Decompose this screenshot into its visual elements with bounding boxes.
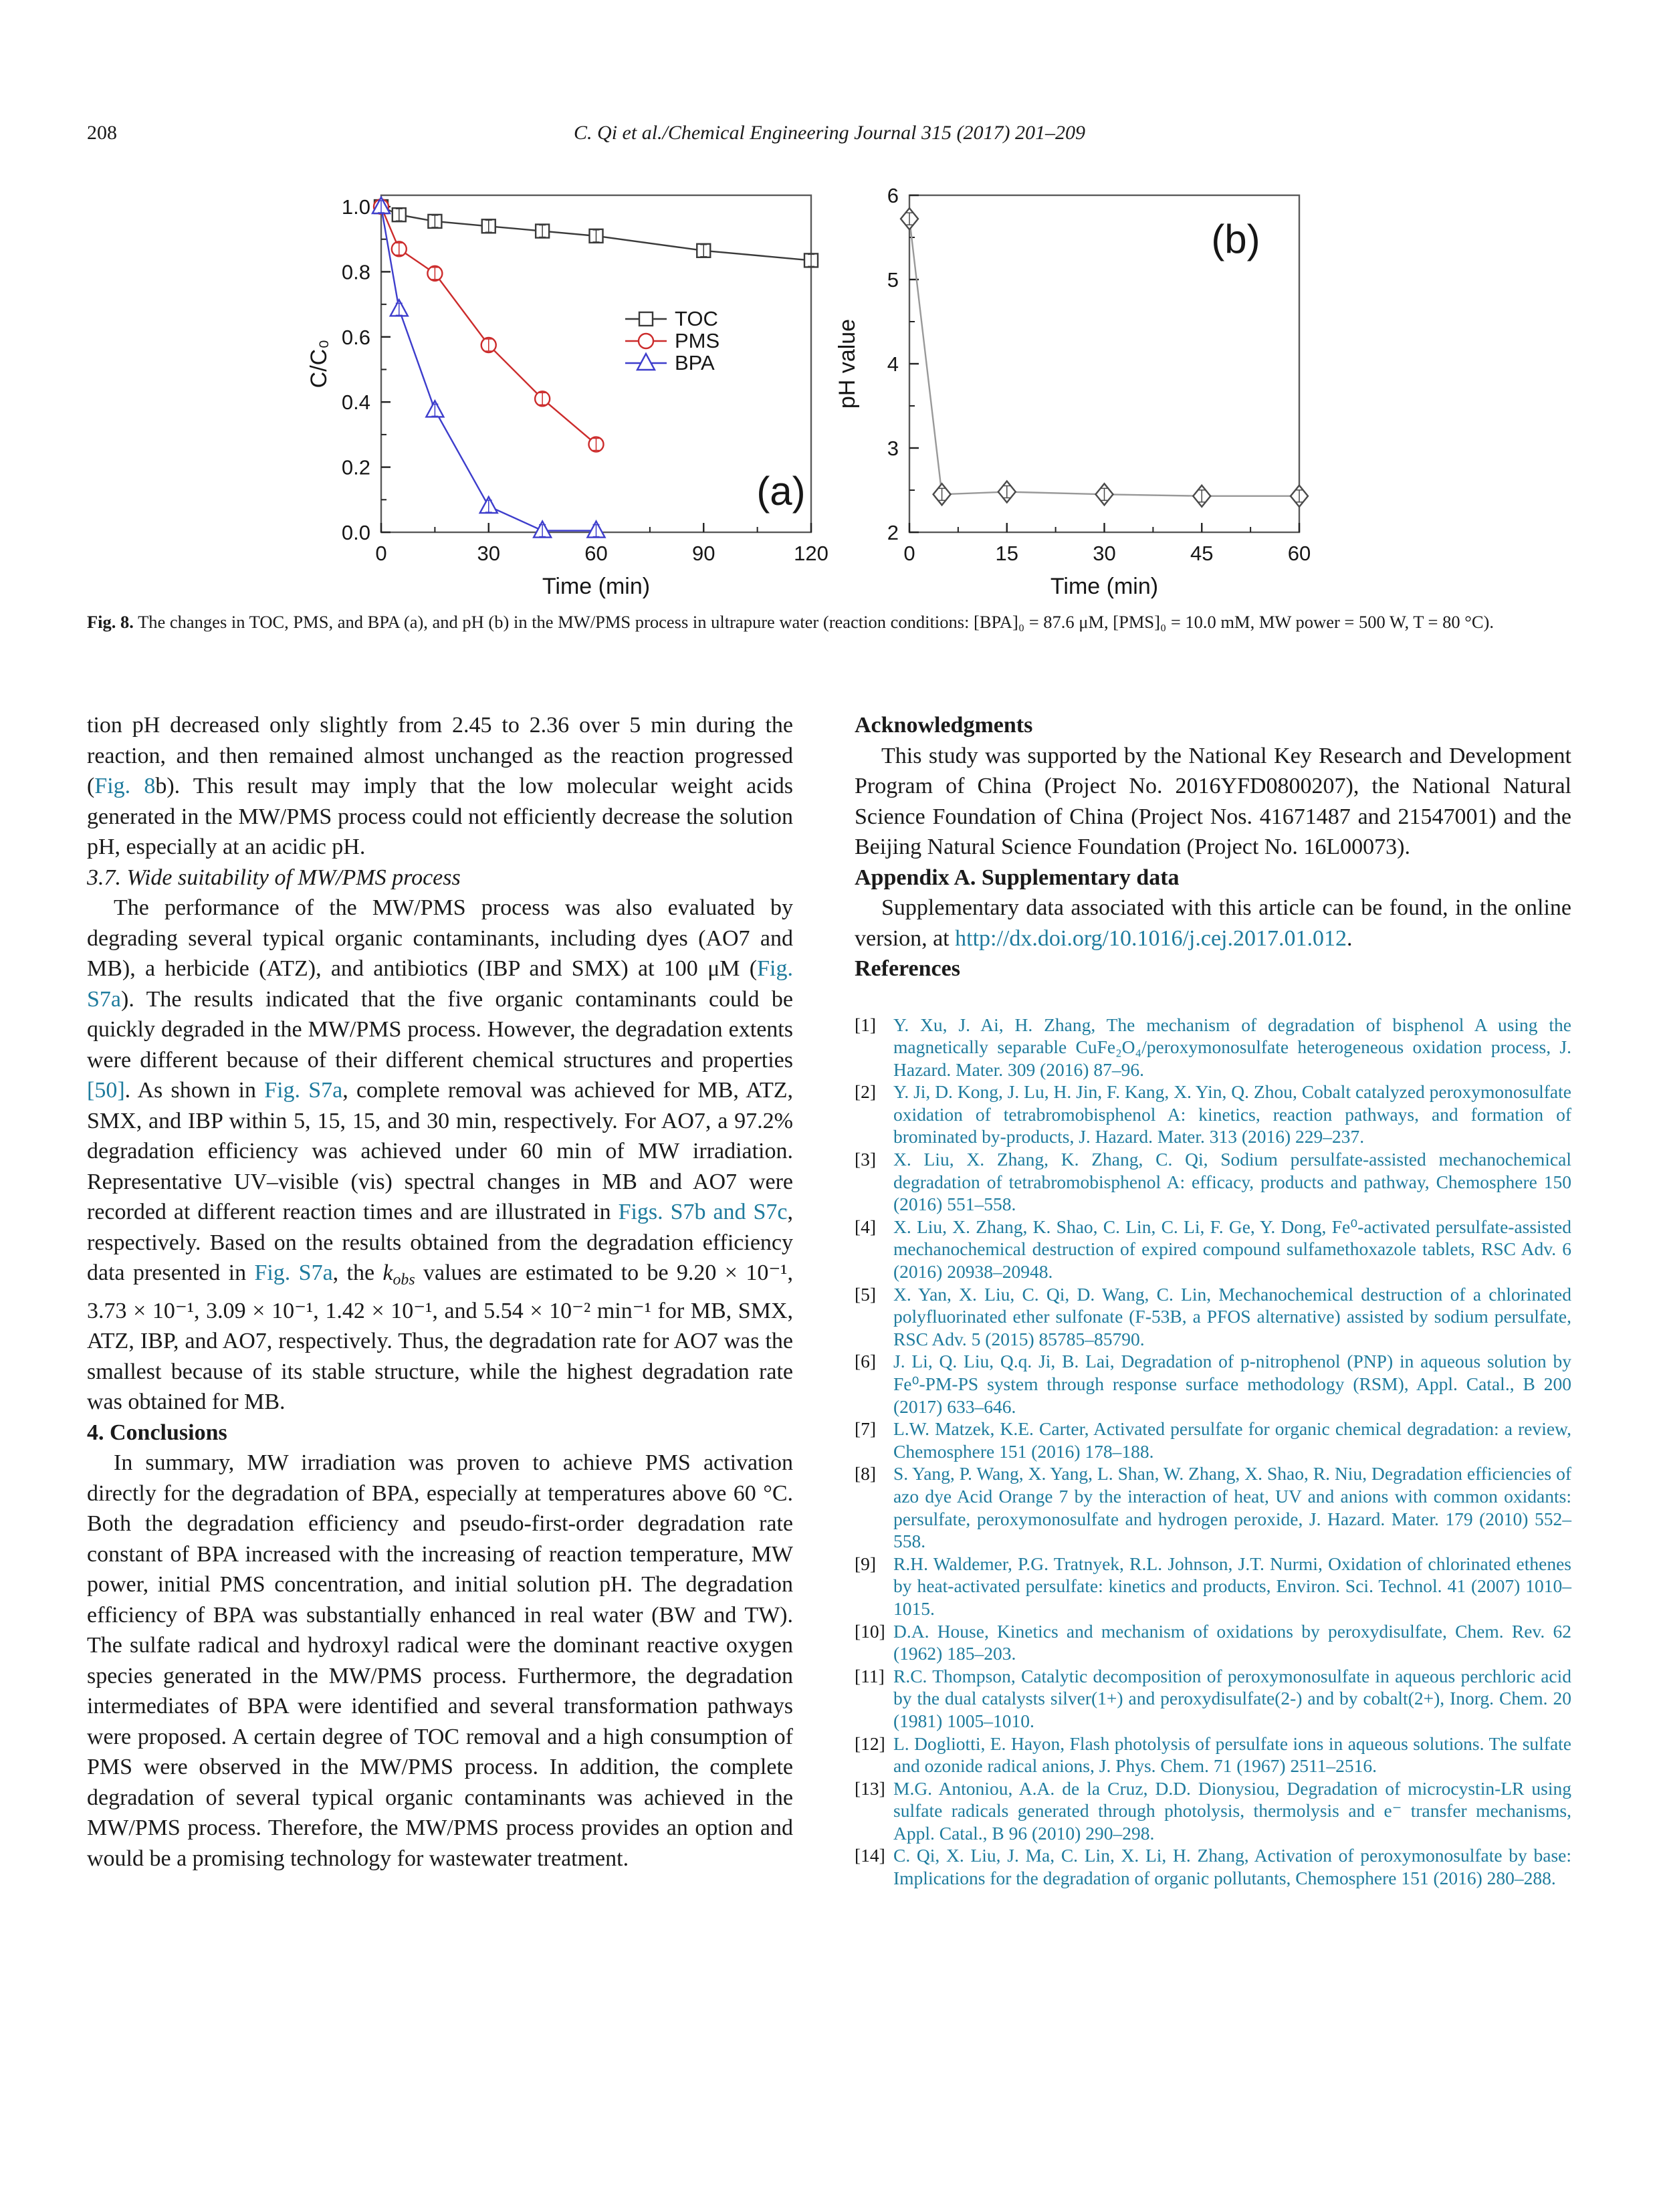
reference-item [855, 1553, 1571, 1620]
reference-text[interactable]: D.A. House, Kinetics and mechanism of oxidations by peroxydisulfate, Chem. Rev. 62 (1962) 185–203. [893, 1620, 1571, 1664]
reference-number: [4] [855, 1216, 877, 1237]
svg-text:BPA: BPA [675, 351, 715, 374]
svg-text:6: 6 [887, 184, 899, 207]
chart-b-ph [822, 167, 1351, 609]
svg-text:0.0: 0.0 [341, 521, 370, 544]
text-segment: ). The results indicated that the five organic contaminants could be quickly degraded in the MW/PMS process. However, the degradation extents were different because of their different chemical structures and properties [87, 986, 793, 1073]
reference-item [855, 1844, 1571, 1889]
reference-item [855, 1216, 1571, 1283]
link[interactable]: Fig. 8 [94, 774, 156, 798]
reference-item [855, 1014, 1571, 1081]
reference-number: [14] [855, 1845, 885, 1866]
reference-item [855, 1665, 1571, 1733]
svg-text:0.6: 0.6 [341, 325, 370, 349]
reference-number: [6] [855, 1351, 877, 1372]
reference-text[interactable]: X. Yan, X. Liu, C. Qi, D. Wang, C. Lin, Mechanochemical destruction of a chlorinated polyfluorinated ether sulfonate (F-53B, a PFOS alternative) assisted by sodium persulfate, RSC Adv. 5 (2015) 85785–85790. [893, 1283, 1571, 1349]
body-paragraph [87, 1448, 793, 1874]
reference-number: [10] [855, 1620, 885, 1642]
text-segment: , respectively. Based on the results obtained from the degradation efficiency data presented in [87, 1200, 793, 1285]
svg-text:Time (min): Time (min) [1050, 574, 1159, 599]
svg-text:C/C₀: C/C₀ [306, 339, 332, 389]
body-paragraph [855, 893, 1571, 954]
link[interactable]: Fig. S7a [87, 956, 793, 1012]
reference-item [855, 1148, 1571, 1216]
svg-text:0.8: 0.8 [341, 260, 370, 284]
body-paragraph [855, 741, 1571, 863]
svg-text:30: 30 [477, 542, 500, 565]
svg-text:45: 45 [1190, 542, 1214, 565]
reference-text[interactable]: M.G. Antoniou, A.A. de la Cruz, D.D. Dionysiou, Degradation of microcystin-LR using sulfate radicals generated through photolysis, thermolysis and e⁻ transfer mechanisms, Appl. Catal., B 96 (2010) 290–298. [893, 1777, 1571, 1844]
right-column [855, 710, 1571, 1890]
reference-number: [9] [855, 1553, 877, 1574]
reference-item [855, 1418, 1571, 1462]
reference-item [855, 1081, 1571, 1148]
svg-text:90: 90 [692, 542, 715, 565]
text-segment: k [382, 1260, 393, 1285]
link[interactable]: http://dx.doi.org/10.1016/j.cej.2017.01.012 [955, 925, 1347, 951]
section-heading-3-7: 3.7. Wide suitability of MW/PMS process [87, 865, 461, 890]
svg-text:PMS: PMS [675, 329, 720, 352]
reference-number: [12] [855, 1733, 885, 1754]
text-segment: . [1347, 925, 1353, 951]
references-list [855, 1014, 1571, 1890]
svg-text:0.2: 0.2 [341, 455, 370, 479]
text-segment: b). This result may imply that the low molecular weight acids generated in the MW/PMS process could not efficiently decrease the solution pH, especially at an acidic pH. [87, 774, 793, 859]
svg-text:60: 60 [584, 542, 608, 565]
text-segment: The changes in TOC, PMS, and BPA (a), and pH (b) in the MW/PMS process in ultrapure water (reaction conditions: [BPA]₀ = 87.6 μM, [PMS]₀ = 10.0 mM, MW power = 500 W, T = 80 °C). [133, 612, 1494, 632]
reference-text[interactable]: J. Li, Q. Liu, Q.q. Ji, B. Lai, Degradation of p-nitrophenol (PNP) in aqueous solution by Fe⁰-PM-PS system through response surface methodology (RSM), Appl. Catal., B 200 (2017) 633–646. [893, 1351, 1571, 1417]
svg-text:0: 0 [375, 542, 387, 565]
svg-text:0.4: 0.4 [341, 391, 370, 415]
text-segment: values are estimated to be 9.20 × 10⁻¹, 3.73 × 10⁻¹, 3.09 × 10⁻¹, 1.42 × 10⁻¹, and 5.54 × 10⁻² min⁻¹ for MB, SMX, ATZ, IBP, and AO7, respectively. Thus, the degradation rate for AO7 was the smallest because of its stable structure, while the highest degradation rate was obtained for MB. [87, 1260, 793, 1415]
svg-text:4: 4 [887, 352, 899, 376]
reference-text[interactable]: S. Yang, P. Wang, X. Yang, L. Shan, W. Zhang, X. Shao, R. Niu, Degradation efficiencies of azo dye Acid Orange 7 by the interaction of heat, UV and anions with common oxidants: persulfate, peroxymonosulfate and hydrogen peroxide, J. Hazard. Mater. 179 (2010) 552–558. [893, 1463, 1571, 1552]
svg-text:15: 15 [995, 542, 1018, 565]
reference-number: [13] [855, 1777, 885, 1799]
reference-text[interactable]: R.H. Waldemer, P.G. Tratnyek, R.L. Johnson, J.T. Nurmi, Oxidation of chlorinated ethenes by heat-activated persulfate: kinetics and products, Environ. Sci. Technol. 41 (2007) 1010–1015. [893, 1553, 1571, 1619]
reference-text[interactable]: L.W. Matzek, K.E. Carter, Activated persulfate for organic chemical degradation: a review, Chemosphere 151 (2016) 178–188. [893, 1418, 1571, 1462]
reference-item [855, 1777, 1571, 1845]
link[interactable]: Figs. S7b and S7c [618, 1200, 788, 1224]
text-segment: Fig. 8. [87, 612, 134, 632]
reference-text[interactable]: L. Dogliotti, E. Hayon, Flash photolysis of persulfate ions in aqueous solutions. The sulfate and ozonide radical anions, J. Phys. Chem. 71 (1967) 2511–2516. [893, 1733, 1571, 1777]
appendix-heading: Appendix A. Supplementary data [855, 865, 1180, 890]
svg-text:1.0: 1.0 [341, 195, 370, 219]
reference-number: [5] [855, 1283, 877, 1305]
reference-text[interactable]: Y. Ji, D. Kong, J. Lu, H. Jin, F. Kang, X. Yin, Q. Zhou, Cobalt catalyzed peroxymonosulfate oxidation of tetrabromobisphenol A: kinetics, reaction pathways, and formation of brominated by-products, J. Hazard. Mater. 313 (2016) 229–237. [893, 1081, 1571, 1147]
reference-text[interactable]: Y. Xu, J. Ai, H. Zhang, The mechanism of degradation of bisphenol A using the magnetically separable CuFe₂O₄/peroxymonosulfate heterogeneous oxidation process, J. Hazard. Mater. 309 (2016) 87–96. [893, 1014, 1571, 1080]
reference-number: [1] [855, 1014, 877, 1035]
svg-text:2: 2 [887, 521, 899, 544]
text-segment: In summary, MW irradiation was proven to achieve PMS activation directly for the degradation of BPA, especially at temperatures above 60 °C. Both the degradation efficiency and pseudo-first-order degradation rate constant of BPA increased with the increasing of reaction temperature, MW power, initial PMS concentration, and initial solution pH. The degradation efficiency of BPA was substantially enhanced in real water (BW and TW). The sulfate radical and hydroxyl radical were the dominant reactive oxygen species generated in the MW/PMS process. Furthermore, the degradation intermediates of BPA were identified and several transformation pathways were proposed. A certain degree of TOC removal and a high consumption of PMS were observed in the MW/PMS process. In addition, the complete degradation of several typical organic contaminants was achieved in the MW/PMS process. Therefore, the MW/PMS process provides an option and would be a promising technology for wastewater treatment. [87, 1450, 793, 1871]
reference-text[interactable]: X. Liu, X. Zhang, K. Shao, C. Lin, C. Li, F. Ge, Y. Dong, Fe⁰-activated persulfate-assisted mechanochemical destruction of expired compound sulfamethoxazole tablets, RSC Adv. 6 (2016) 20938–20948. [893, 1216, 1571, 1283]
svg-text:5: 5 [887, 268, 899, 292]
reference-number: [11] [855, 1665, 885, 1686]
body-paragraph [87, 710, 793, 863]
text-segment: tion pH decreased only slightly from 2.45 to 2.36 over 5 min during the reaction, and then remained almost unchanged as the reaction progressed ( [87, 713, 793, 798]
text-segment: Supplementary data associated with this article can be found, in the online version, at [855, 895, 1571, 951]
svg-text:pH value: pH value [835, 318, 860, 409]
references-heading: References [855, 956, 960, 981]
svg-text:(a): (a) [756, 469, 806, 514]
svg-text:(b): (b) [1211, 217, 1260, 261]
running-head: C. Qi et al./Chemical Engineering Journal 315 (2017) 201–209 [574, 122, 1085, 144]
reference-number: [2] [855, 1081, 877, 1103]
text-segment: This study was supported by the National Key Research and Development Program of China (Project No. 2016YFD0800207), the National Natural Science Foundation of China (Project Nos. 41671487 and 21547001) and the Beijing Natural Science Foundation (Project No. 16L00073). [855, 743, 1571, 859]
reference-item [855, 1350, 1571, 1418]
svg-text:120: 120 [794, 542, 828, 565]
reference-item [855, 1462, 1571, 1552]
reference-number: [7] [855, 1418, 877, 1440]
svg-text:Time (min): Time (min) [542, 574, 651, 599]
chart-a-toc-pms-bpa [294, 167, 849, 609]
svg-text:TOC: TOC [675, 307, 718, 330]
svg-text:30: 30 [1093, 542, 1116, 565]
reference-number: [3] [855, 1149, 877, 1170]
link[interactable]: Fig. S7a [254, 1260, 333, 1285]
reference-text[interactable]: C. Qi, X. Liu, J. Ma, C. Lin, X. Li, H. Zhang, Activation of peroxymonosulfate by base: Implications for the degradation of organic pollutants, Chemosphere 151 (2016) 280–288. [893, 1845, 1571, 1889]
reference-item [855, 1620, 1571, 1665]
text-segment: The performance of the MW/PMS process was also evaluated by degrading several typical organic contaminants, including dyes (AO7 and MB), a herbicide (ATZ), and antibiotics (IBP and SMX) at 100 μM ( [87, 895, 793, 981]
svg-text:3: 3 [887, 437, 899, 460]
reference-item [855, 1283, 1571, 1351]
svg-text:60: 60 [1287, 542, 1311, 565]
conclusions-heading: 4. Conclusions [87, 1420, 227, 1445]
text-segment: , the [332, 1260, 383, 1285]
reference-text[interactable]: X. Liu, X. Zhang, K. Zhang, C. Qi, Sodium persulfate-assisted mechanochemical degradation of tetrabromobisphenol A: efficacy, products and pathway, Chemosphere 150 (2016) 551–558. [893, 1149, 1571, 1215]
figure-caption [87, 607, 1573, 637]
text-segment: obs [393, 1271, 415, 1289]
body-paragraph [87, 893, 793, 1418]
acknowledgments-heading: Acknowledgments [855, 713, 1033, 738]
svg-text:0: 0 [903, 542, 915, 565]
left-column [87, 710, 793, 1874]
text-segment: . As shown in [124, 1078, 265, 1103]
link[interactable]: [50] [87, 1078, 125, 1103]
reference-item [855, 1733, 1571, 1777]
reference-number: [8] [855, 1463, 877, 1484]
reference-text[interactable]: R.C. Thompson, Catalytic decomposition of peroxymonosulfate in aqueous perchloric acid by the dual catalysts silver(1+) and peroxydisulfate(2-) and by cobalt(2+), Inorg. Chem. 20 (1981) 1005–1010. [893, 1665, 1571, 1731]
text-segment: , complete removal was achieved for MB, ATZ, SMX, and IBP within 5, 15, 15, and 30 min, respectively. For AO7, a 97.2% degradation efficiency was achieved under 60 min of MW irradiation. Representative UV–visible (vis) spectral changes in MB and AO7 were recorded at different reaction times and are illustrated in [87, 1078, 793, 1224]
page-number: 208 [87, 122, 117, 144]
link[interactable]: Fig. S7a [264, 1078, 343, 1103]
